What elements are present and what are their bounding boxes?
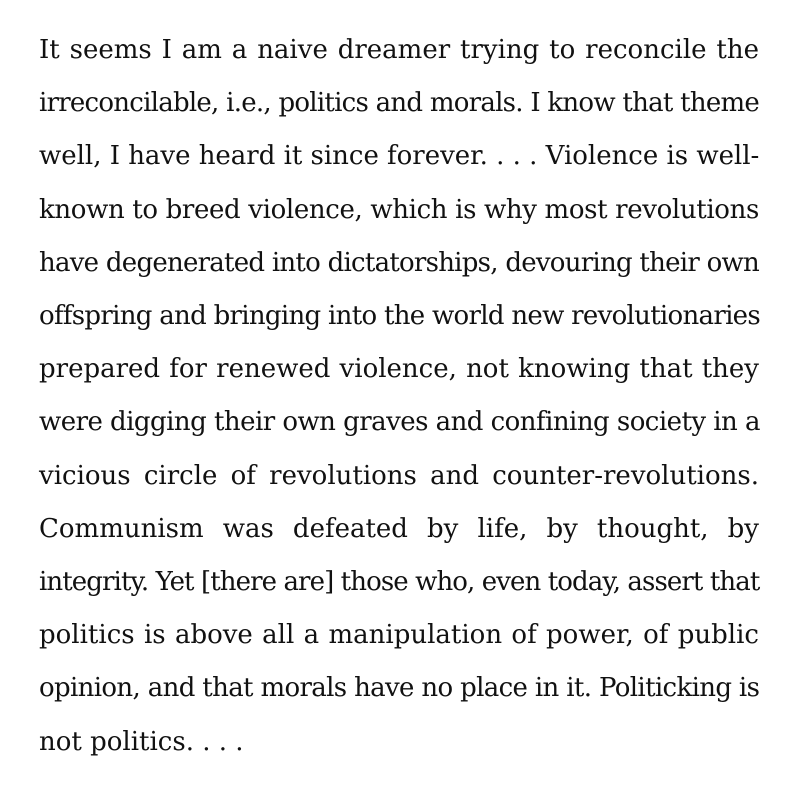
- passage-line: known to breed violence, which is why most revolutions: [39, 194, 759, 225]
- passage-line: opinion, and that morals have no place in it. Politicking is: [39, 673, 760, 704]
- passage-line: Communism was defeated by life, by thought, by: [39, 513, 759, 544]
- passage-line: integrity. Yet [there are] those who, even today, assert that: [39, 567, 760, 598]
- passage-line: offspring and bringing into the world new revolutionaries: [39, 301, 761, 332]
- passage-line: have degenerated into dictatorships, devouring their own: [39, 247, 759, 278]
- passage-line: not politics. . . .: [39, 726, 244, 757]
- passage-line: It seems I am a naive dreamer trying to reconcile the: [39, 35, 759, 65]
- passage-line: politics is above all a manipulation of power, of public: [39, 620, 759, 651]
- quote-passage: [39, 24, 759, 769]
- passage-line: well, I have heard it since forever. . . . Violence is well-: [39, 141, 760, 172]
- passage-line: prepared for renewed violence, not knowing that they: [39, 354, 759, 385]
- passage-line: vicious circle of revolutions and counter-revolutions.: [39, 460, 759, 491]
- passage-line: irreconcilable, i.e., politics and morals. I know that theme: [39, 88, 759, 119]
- passage-line: were digging their own graves and confining society in a: [39, 407, 760, 438]
